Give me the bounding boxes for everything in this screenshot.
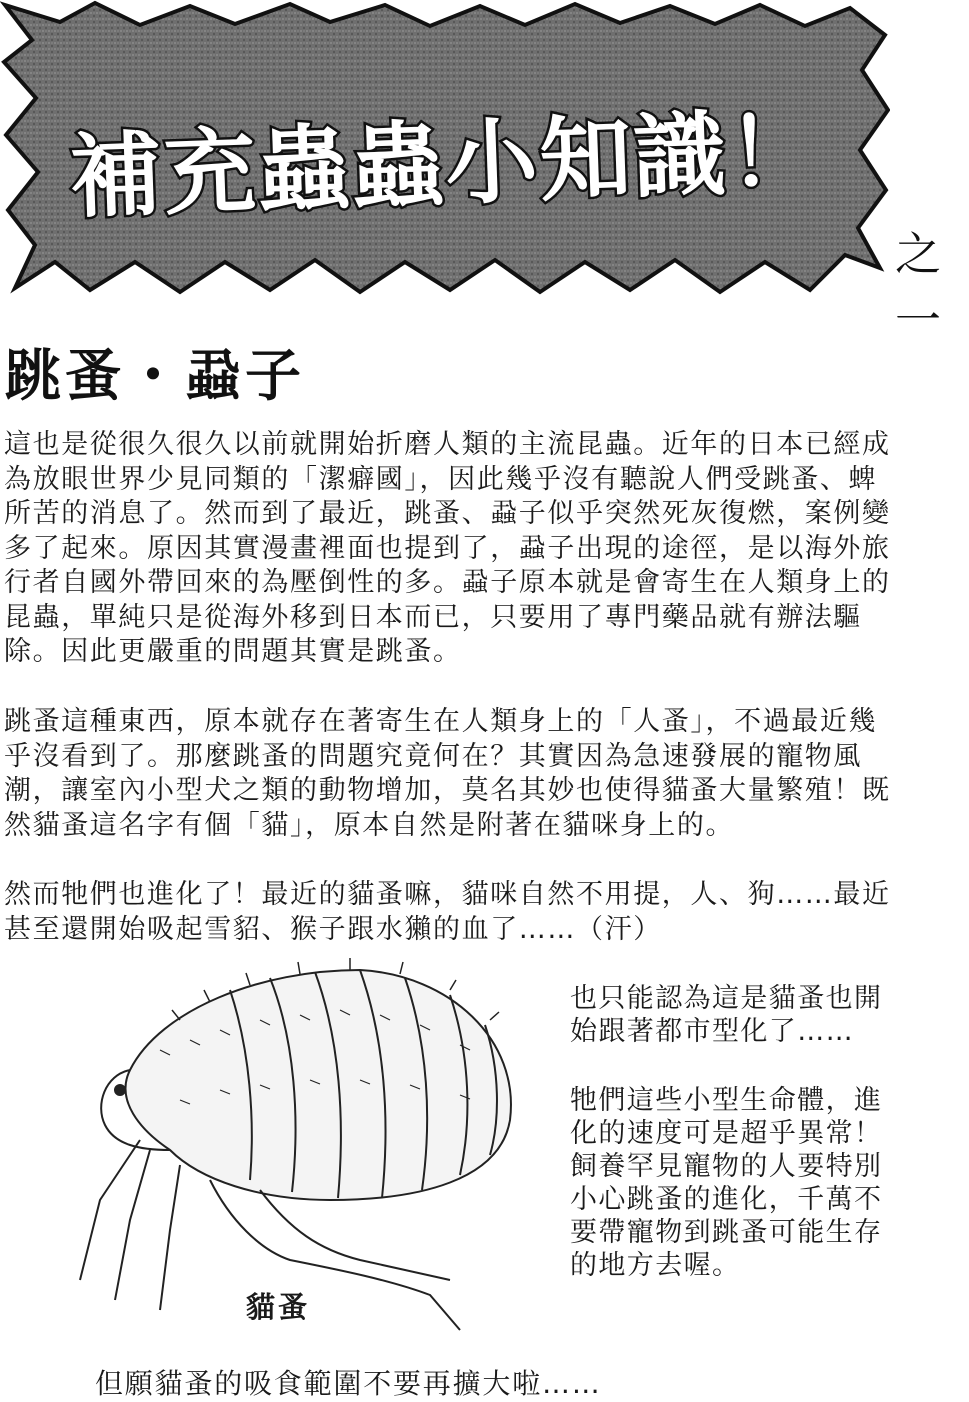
illustration-caption: 貓蚤 (246, 1290, 311, 1324)
paragraph-3: 然而牠們也進化了！最近的貓蚤嘛，貓咪自然不用提，人、狗……最近甚至還開始吸起雪貂、猴子跟水獺的血了……（汗） (4, 879, 891, 945)
closing-remark: 但願貓蚤的吸食範圍不要再擴大啦…… (95, 1367, 602, 1400)
section-heading: 跳蚤・蝨子 (5, 344, 305, 409)
paragraph-1: 這也是從很久很久以前就開始折磨人類的主流昆蟲。近年的日本已經成為放眼世界少見同類的「潔癖國」，因此幾乎沒有聽說人們受跳蚤、蜱所苦的消息了。然而到了最近，跳蚤、蝨子似乎突然死灰復燃，案例變多了起來。原因其實漫畫裡面也提到了，蝨子出現的途徑，是以海外旅行者自國外帶回來的為壓倒性的多。蝨子原本就是會寄生在人類身上的昆蟲，單純只是從海外移到日本而已，只要用了專門藥品就有辦法驅除。因此更嚴重的問題其實是跳蚤。 (4, 429, 891, 667)
paragraph-2: 跳蚤這種東西，原本就存在著寄生在人類身上的「人蚤」，不過最近幾乎沒看到了。那麼跳蚤的問題究竟何在？其實因為急速發展的寵物風潮，讓室內小型犬之類的動物增加，莫名其妙也使得貓蚤大量繁殖！既然貓蚤這名字有個「貓」，原本自然是附著在貓咪身上的。 (4, 706, 891, 841)
side-note-2: 牠們這些小型生命體，進化的速度可是超乎異常！飼養罕見寵物的人要特別小心跳蚤的進化，千萬不要帶寵物到跳蚤可能生存的地方去喔。 (570, 1085, 883, 1281)
banner-title: 補充蟲蟲小知識！ (67, 97, 824, 231)
banner-suffix: 之一 (895, 227, 941, 347)
title-banner (0, 0, 890, 295)
side-note-1: 也只能認為這是貓蚤也開始跟著都市型化了…… (570, 983, 883, 1047)
